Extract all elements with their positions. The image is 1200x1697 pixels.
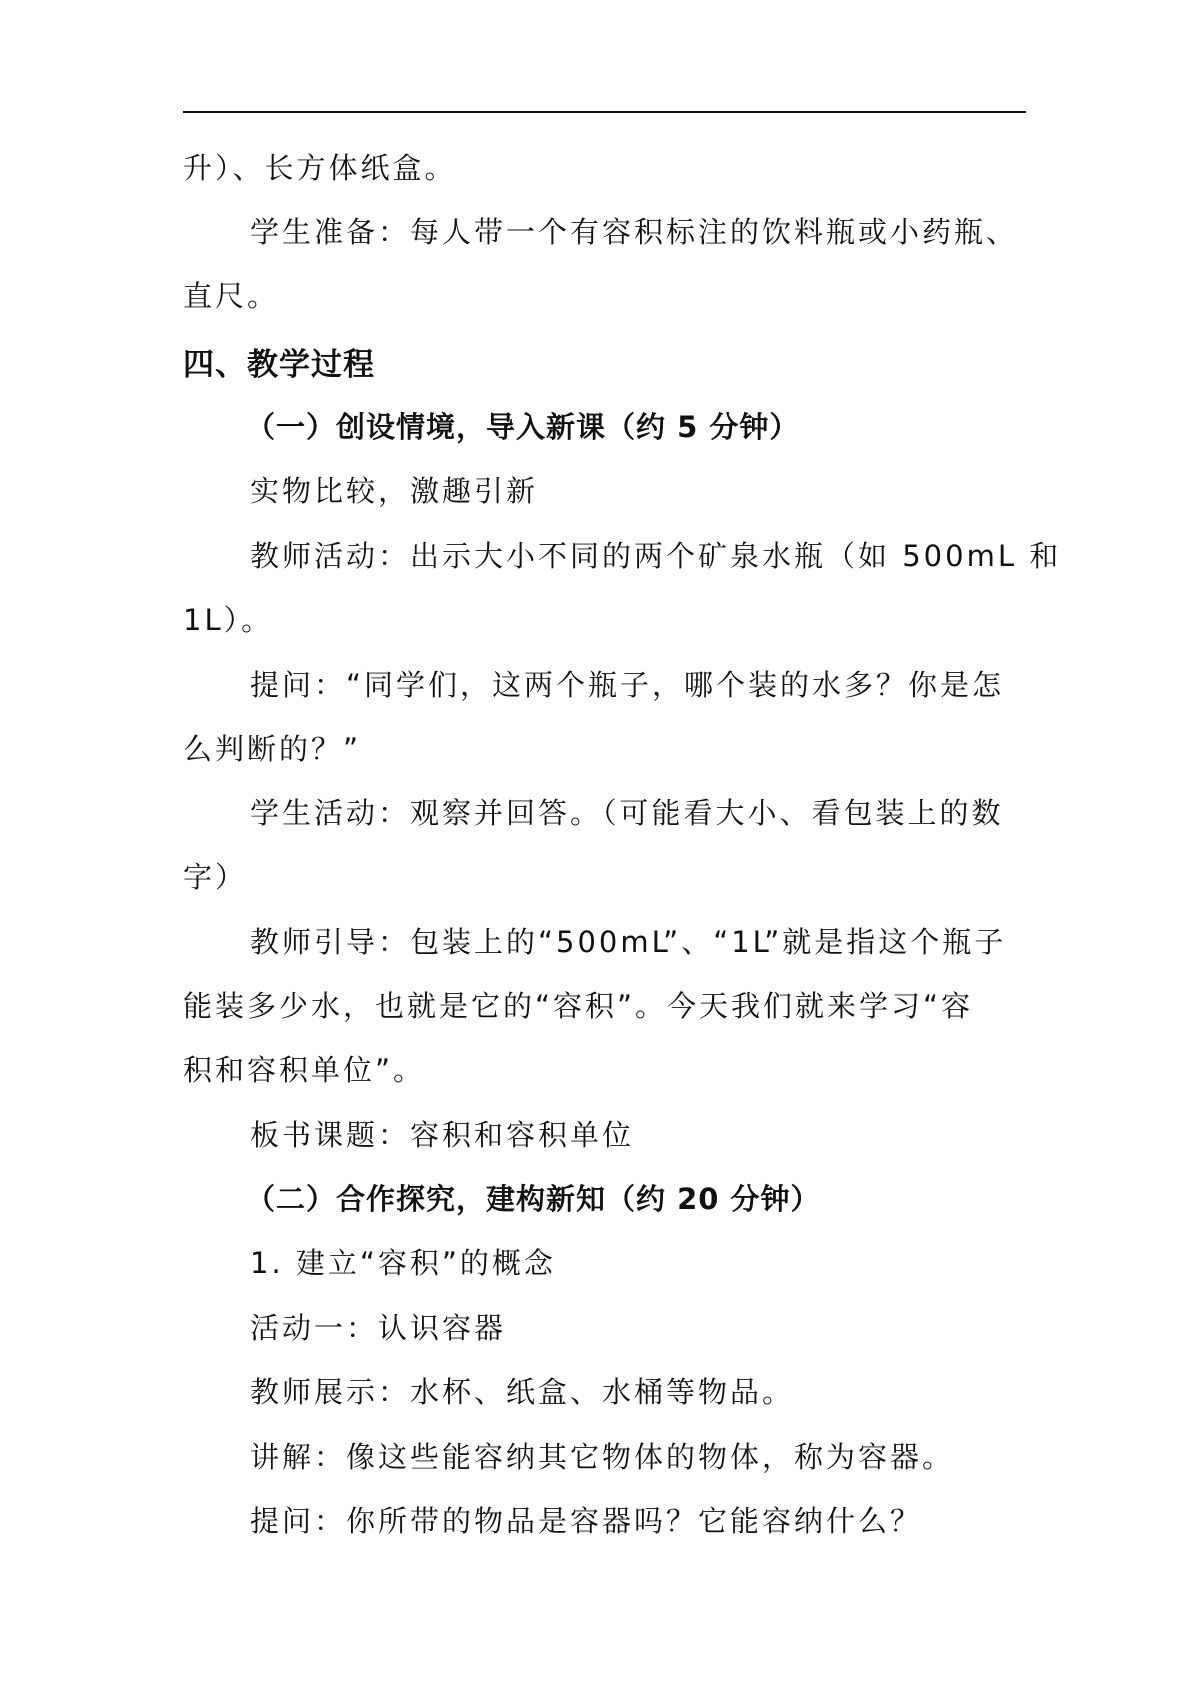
text-line: 提问：“同学们，这两个瓶子，哪个装的水多？你是怎 — [250, 668, 1005, 702]
text-line: 教师活动：出示大小不同的两个矿泉水瓶（如 500mL 和 — [250, 539, 1062, 573]
text-line: 板书课题：容积和容积单位 — [250, 1118, 635, 1152]
text-line: 教师引导：包装上的“500mL”、“1L”就是指这个瓶子 — [250, 925, 1007, 959]
text-line: 积和容积单位”。 — [183, 1053, 426, 1087]
text-line: 学生活动：观察并回答。（可能看大小、看包装上的数 — [250, 796, 1004, 830]
text-line: 能装多少水，也就是它的“容积”。今天我们就来学习“容 — [183, 989, 974, 1023]
text-line: 直尺。 — [183, 279, 280, 313]
text-line: 字） — [183, 860, 248, 894]
text-line: 1. 建立“容积”的概念 — [250, 1246, 556, 1280]
text-line: 讲解：像这些能容纳其它物体的物体，称为容器。 — [250, 1440, 955, 1474]
text-line: 教师展示：水杯、纸盒、水桶等物品。 — [250, 1375, 795, 1409]
header-rule — [183, 111, 1026, 113]
text-line: 实物比较，激趣引新 — [250, 474, 539, 508]
text-line: 升）、长方体纸盒。 — [183, 151, 457, 185]
text-line: 提问：你所带的物品是容器吗？它能容纳什么？ — [250, 1504, 923, 1538]
text-line: 1L）。 — [183, 603, 274, 637]
text-line: 学生准备：每人带一个有容积标注的饮料瓶或小药瓶、 — [250, 215, 1019, 249]
text-line: 活动一：认识容器 — [250, 1311, 507, 1345]
subsection-heading: （二）合作探究，建构新知（约 20 分钟） — [246, 1182, 821, 1216]
subsection-heading: （一）创设情境，导入新课（约 5 分钟） — [246, 410, 800, 444]
section-heading: 四、教学过程 — [183, 347, 375, 383]
text-line: 么判断的？” — [183, 732, 362, 766]
